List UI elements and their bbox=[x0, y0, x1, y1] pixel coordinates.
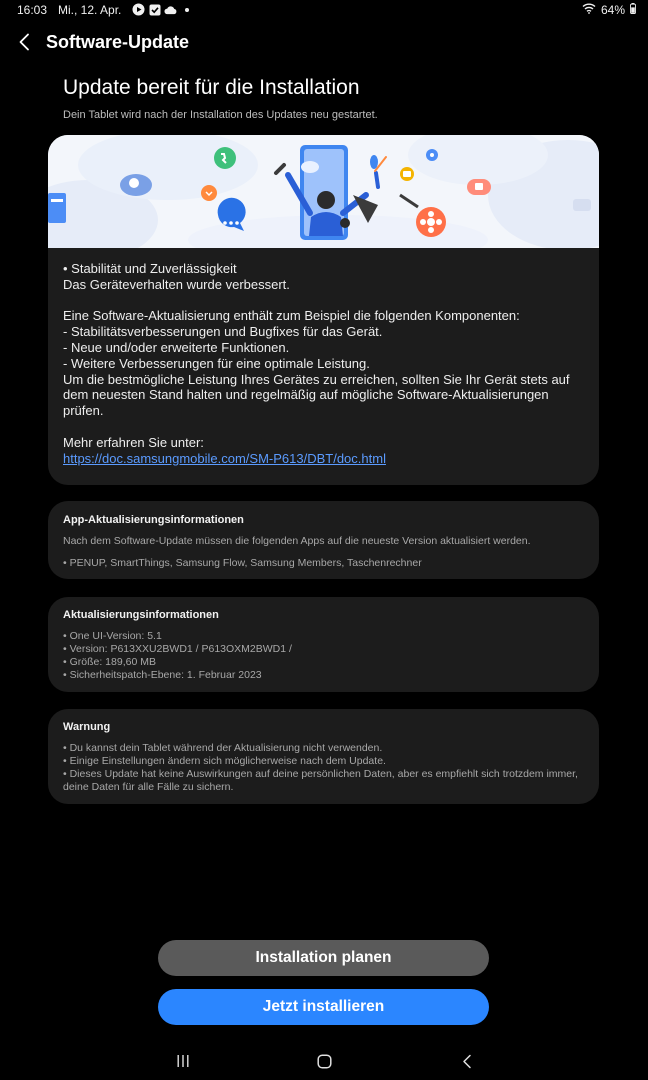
release-note-line: Um die bestmögliche Leistung Ihres Gerätes zu erreichen, sollten Sie Ihr Gerät stets auf dem neuesten Stand halten und regelmäßig auf mögliche Software-Aktualisierungen prüfen. bbox=[63, 371, 570, 419]
release-note-line: - Neue und/oder erweiterte Funktionen. bbox=[63, 339, 290, 355]
release-note-line: Das Geräteverhalten wurde verbessert. bbox=[63, 276, 290, 292]
battery-icon bbox=[630, 3, 636, 17]
dot-icon bbox=[180, 3, 193, 16]
install-now-button[interactable]: Jetzt installieren bbox=[158, 989, 489, 1025]
release-note-line: • Stabilität und Zuverlässigkeit bbox=[63, 261, 237, 276]
warning-body bbox=[63, 742, 593, 794]
warning-title: Warnung bbox=[63, 721, 111, 733]
cloud-icon bbox=[164, 3, 177, 16]
release-note-spacer bbox=[63, 419, 591, 435]
release-note-line: Mehr erfahren Sie unter: bbox=[63, 434, 204, 450]
app-update-info-body bbox=[63, 535, 593, 570]
update-info-title: Aktualisierungsinformationen bbox=[63, 609, 219, 621]
warning-line: • Einige Einstellungen ändern sich möglicherweise nach dem Update. bbox=[63, 755, 386, 767]
update-info-line: • Sicherheitspatch-Ebene: 1. Februar 2023 bbox=[63, 669, 262, 681]
home-icon bbox=[317, 1054, 332, 1069]
schedule-installation-button[interactable]: Installation planen bbox=[158, 940, 489, 976]
app-update-description: Nach dem Software-Update müssen die folgenden Apps auf die neueste Version aktualisiert werden. bbox=[63, 535, 531, 547]
release-notes bbox=[63, 261, 591, 466]
release-note-line: Eine Software-Aktualisierung enthält zum Beispiel die folgenden Komponenten: bbox=[63, 308, 520, 324]
status-time: 16:03 bbox=[17, 3, 48, 17]
documentation-link[interactable]: https://doc.samsungmobile.com/SM-P613/DBT/doc.html bbox=[63, 450, 386, 466]
warning-line: • Dieses Update hat keine Auswirkungen auf deine persönlichen Daten, aber es empfiehlt sich trotzdem immer, deine Daten für alle Fälle zu sichern. bbox=[63, 768, 578, 793]
back-button[interactable] bbox=[12, 29, 36, 55]
update-info-body bbox=[63, 630, 593, 682]
back-arrow-icon bbox=[18, 33, 30, 51]
update-headline: Update bereit für die Installation bbox=[63, 76, 360, 99]
warning-line: • Du kannst dein Tablet während der Aktualisierung nicht verwenden. bbox=[63, 742, 383, 754]
recent-apps-icon bbox=[176, 1054, 190, 1068]
page-title: Software-Update bbox=[46, 32, 190, 52]
wifi-icon bbox=[582, 3, 596, 17]
notification-icons bbox=[132, 3, 193, 16]
update-info-line: • Größe: 189,60 MB bbox=[63, 656, 156, 668]
app-update-list: • PENUP, SmartThings, Samsung Flow, Samsung Members, Taschenrechner bbox=[63, 557, 422, 569]
app-update-info-card bbox=[48, 501, 599, 579]
app-bar bbox=[0, 22, 648, 64]
update-info-line: • One UI-Version: 5.1 bbox=[63, 630, 162, 642]
battery-percent: 64% bbox=[600, 3, 625, 17]
release-note-line: - Weitere Verbesserungen für eine optimale Leistung. bbox=[63, 355, 370, 371]
app-update-info-title: App-Aktualisierungsinformationen bbox=[63, 514, 244, 526]
nav-back-button[interactable] bbox=[455, 1050, 479, 1072]
status-date: Mi., 12. Apr. bbox=[58, 3, 122, 17]
youtube-icon bbox=[132, 3, 145, 16]
status-bar bbox=[0, 0, 648, 22]
warning-card bbox=[48, 709, 599, 804]
update-info-card bbox=[48, 597, 599, 692]
home-button[interactable] bbox=[312, 1050, 336, 1072]
release-note-line: - Stabilitätsverbesserungen und Bugfixes für das Gerät. bbox=[63, 324, 383, 340]
back-icon bbox=[462, 1054, 472, 1069]
update-illustration bbox=[48, 135, 599, 248]
checkbox-icon bbox=[148, 3, 161, 16]
recent-apps-button[interactable] bbox=[171, 1050, 195, 1072]
navigation-bar bbox=[0, 1040, 648, 1080]
update-subtitle: Dein Tablet wird nach der Installation des Updates neu gestartet. bbox=[63, 109, 378, 121]
release-notes-card bbox=[48, 135, 599, 485]
release-note-spacer bbox=[63, 293, 591, 309]
update-info-line: • Version: P613XXU2BWD1 / P613OXM2BWD1 / bbox=[63, 643, 292, 655]
